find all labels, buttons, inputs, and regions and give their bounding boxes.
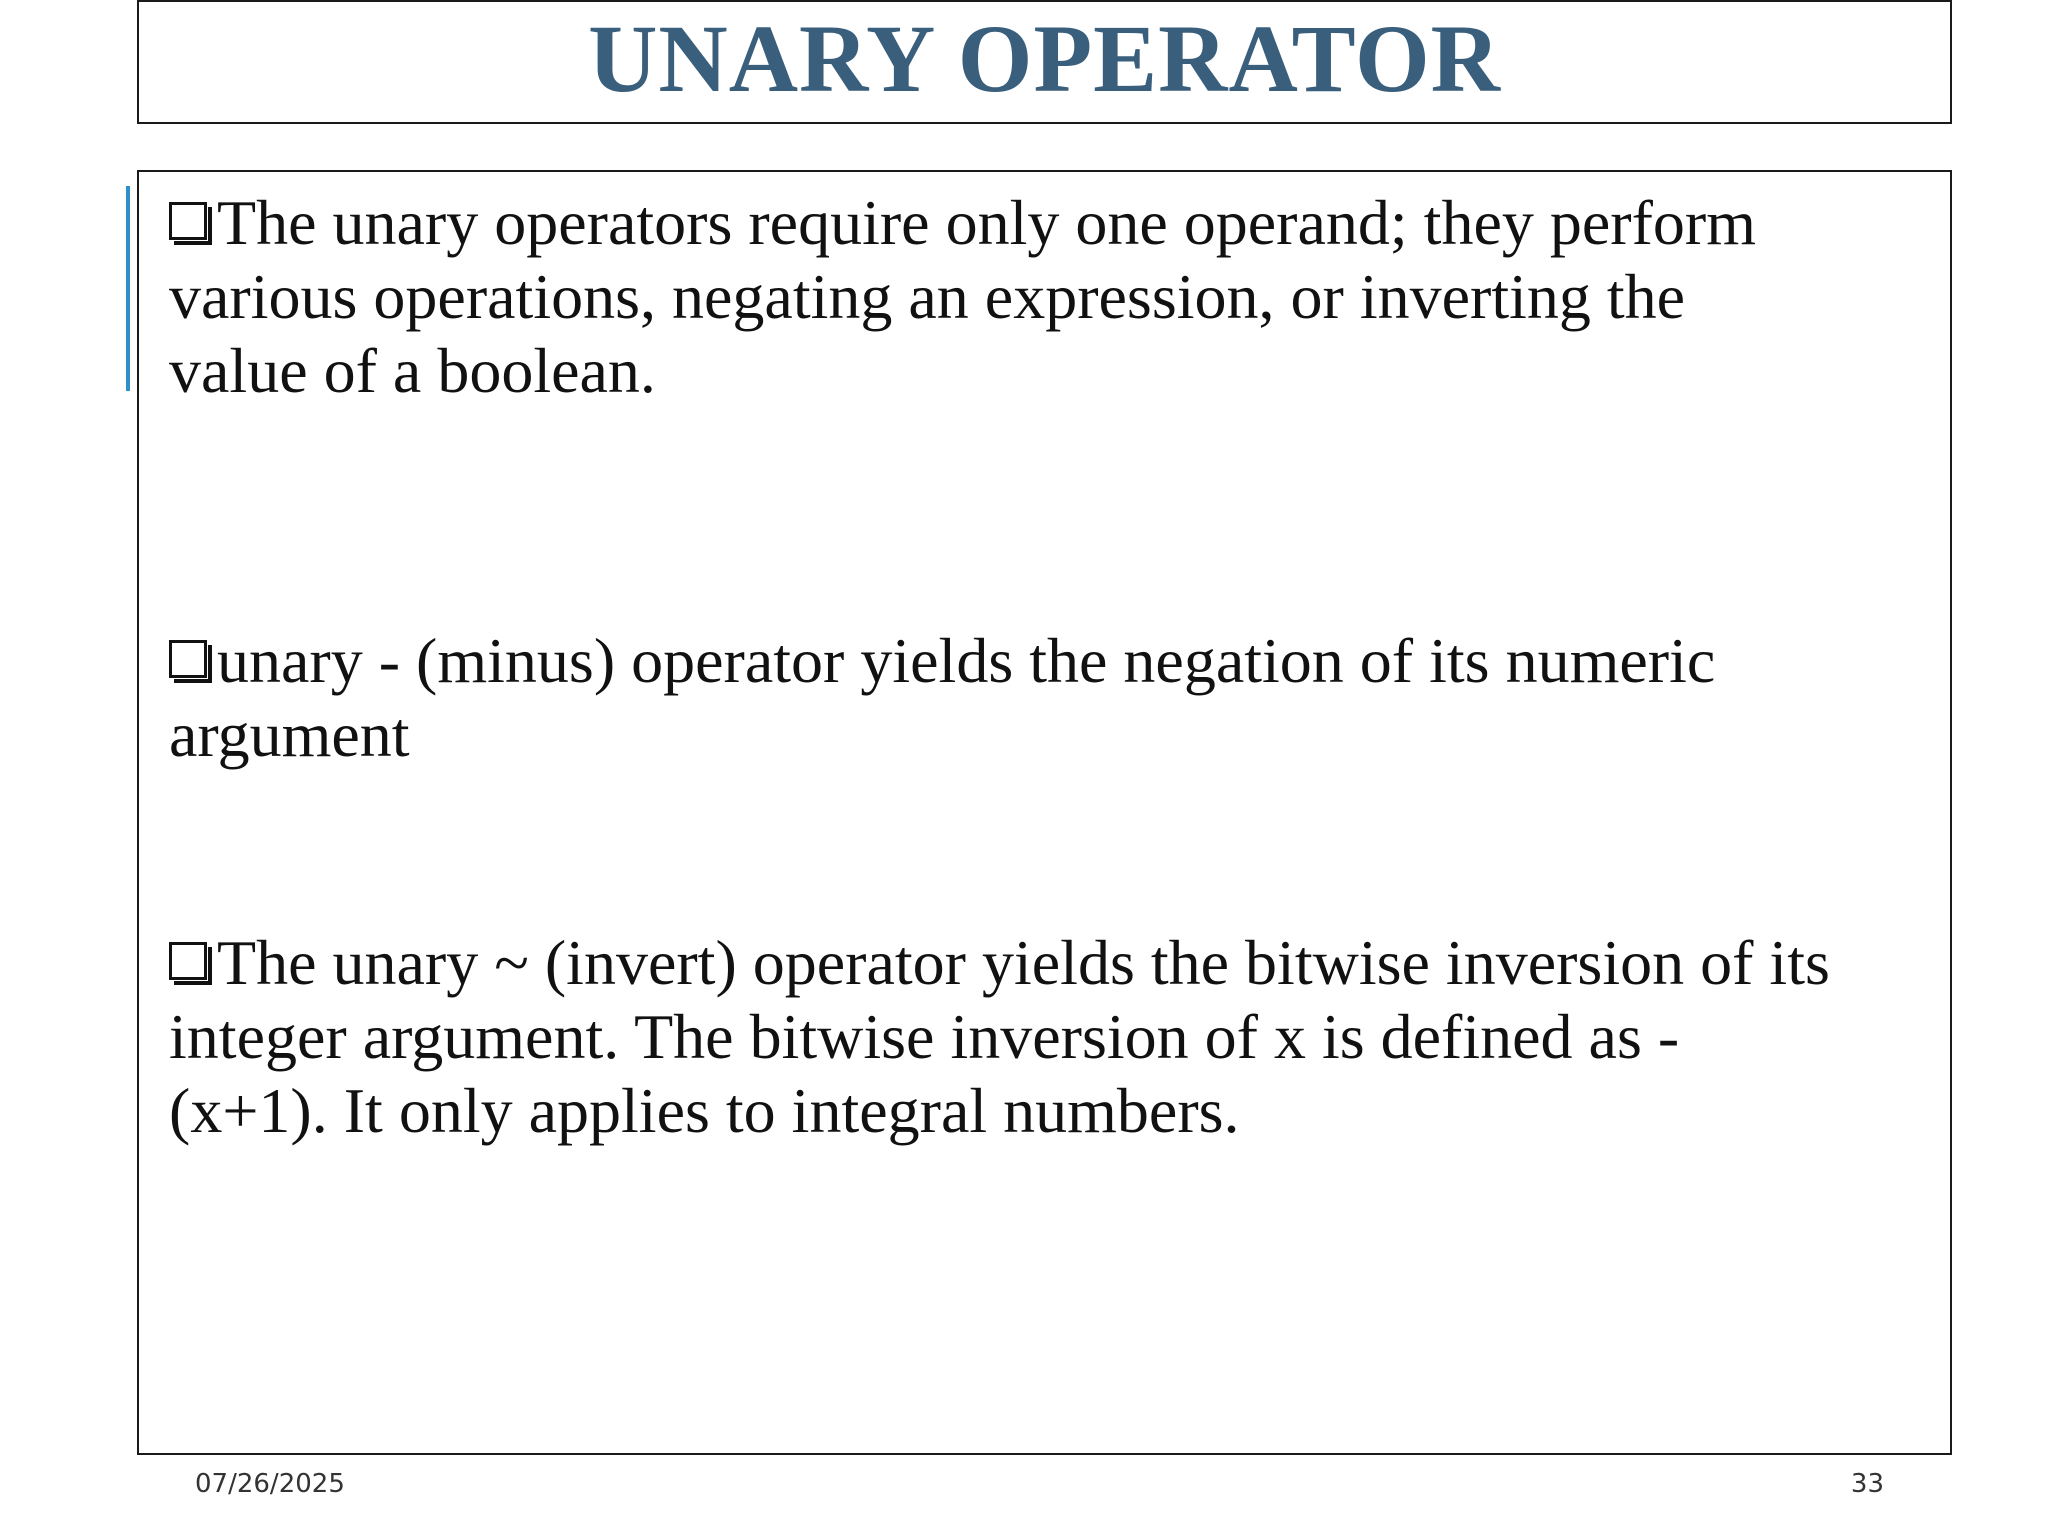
slide-title: UNARY OPERATOR [588, 5, 1501, 112]
accent-bar [126, 186, 130, 391]
bullet-line [169, 926, 1939, 1000]
bullet-item [169, 926, 1939, 1148]
content-box [137, 170, 1952, 1455]
bullet-text: The unary ~ (invert) operator yields the bitwise inversion of its [217, 927, 1830, 998]
checkbox-bullet-icon [169, 942, 215, 988]
bullet-item [169, 624, 1939, 772]
bullet-text: The unary operators require only one operand; they perform [217, 187, 1756, 258]
bullet-line [169, 624, 1939, 698]
title-box [137, 0, 1952, 124]
bullet-text: unary - (minus) operator yields the negation of its numeric [217, 625, 1716, 696]
bullet-line: value of a boolean. [169, 335, 656, 406]
checkbox-bullet-icon [169, 202, 215, 248]
footer-date: 07/26/2025 [195, 1469, 345, 1499]
bullet-line: argument [169, 699, 410, 770]
checkbox-bullet-icon [169, 640, 215, 686]
bullet-line: integer argument. The bitwise inversion of x is defined as - [169, 1001, 1680, 1072]
bullet-item [169, 186, 1939, 408]
bullet-line: various operations, negating an expression, or inverting the [169, 261, 1686, 332]
bullet-line [169, 186, 1939, 260]
footer-page-number: 33 [1850, 1469, 1884, 1499]
bullet-line: (x+1). It only applies to integral numbers. [169, 1075, 1240, 1146]
